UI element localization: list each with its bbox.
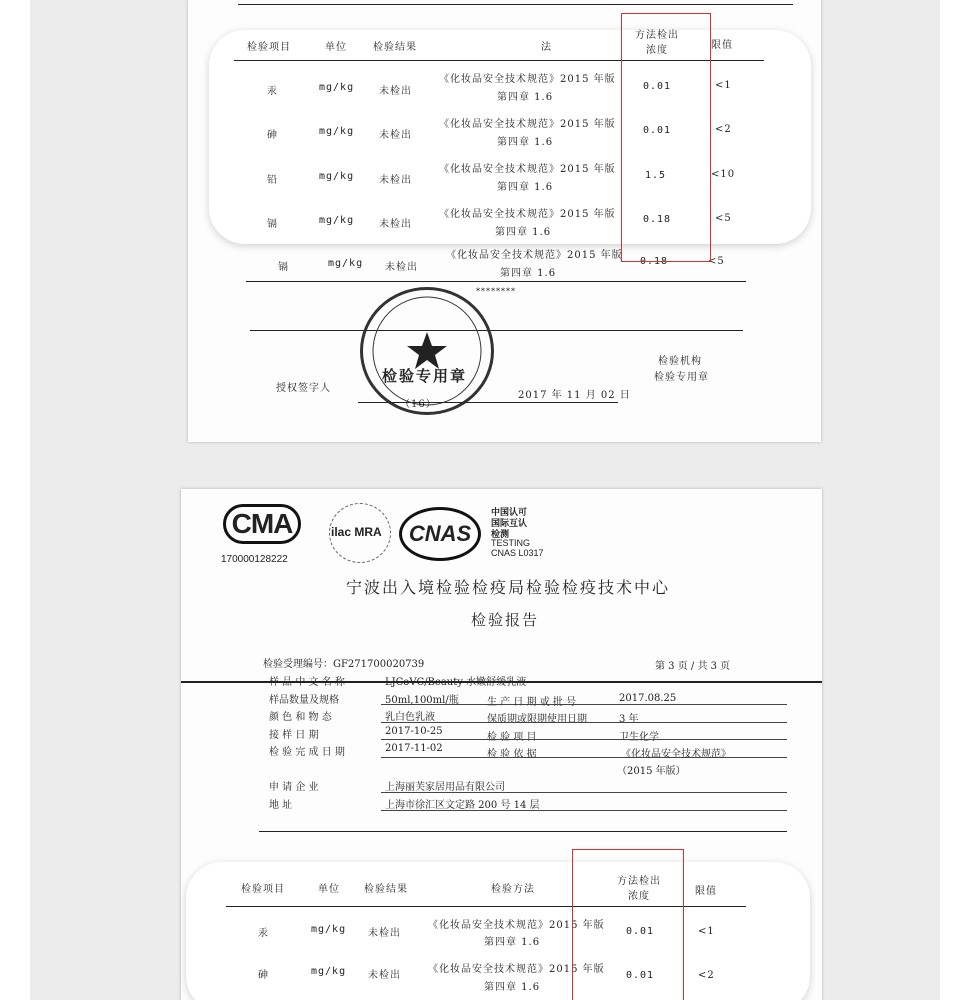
underlying-row-result: 未检出 bbox=[385, 262, 418, 273]
underlying-row-unit: mg/kg bbox=[328, 258, 364, 269]
field-label-basis: 检 验 依 据 bbox=[487, 749, 537, 760]
field-value-quantity: 50ml,100ml/瓶 bbox=[385, 695, 459, 706]
row-3-unit: mg/kg bbox=[319, 171, 355, 182]
header-item: 检验项目 bbox=[247, 42, 291, 53]
header-conc-2: 方法检出 浓度 bbox=[617, 876, 661, 902]
stars-line: ******** bbox=[476, 287, 516, 296]
header-method-tail: 法 bbox=[541, 42, 552, 53]
detection-concentration-highlight-2 bbox=[572, 849, 684, 1000]
row-2-unit-2: mg/kg bbox=[311, 966, 347, 977]
row-2-limit: <2 bbox=[715, 124, 732, 135]
row-2-method: 《化妆品安全技术规范》2015 年版 bbox=[439, 119, 616, 130]
row-4-limit: <5 bbox=[715, 213, 732, 224]
field-value-basis: 《化妆品安全技术规范》 bbox=[621, 749, 731, 760]
seal-script-text: 检验专用章 bbox=[382, 367, 468, 385]
row-1-result: 未检出 bbox=[379, 86, 412, 97]
field-value-receive-date: 2017-10-25 bbox=[385, 726, 443, 737]
underlying-row-method: 《化妆品安全技术规范》2015 年版 bbox=[446, 250, 623, 261]
underlying-row-item: 镉 bbox=[278, 262, 289, 273]
header-unit: 单位 bbox=[325, 42, 347, 53]
cnas-note-2: 国际互认 bbox=[491, 518, 528, 528]
row-4-item: 镉 bbox=[267, 219, 278, 230]
underlying-row-chapter: 第四章 1.6 bbox=[500, 268, 557, 279]
highlight-card-table-2 bbox=[186, 862, 810, 1000]
header-result-2: 检验结果 bbox=[364, 884, 408, 895]
row-2-result-2: 未检出 bbox=[368, 970, 401, 981]
cnas-logo: CNAS bbox=[399, 507, 481, 561]
report-date: 2017 年 11 月 02 日 bbox=[518, 390, 631, 401]
row-2-item-2: 砷 bbox=[258, 970, 269, 981]
highlight-card-table-1 bbox=[209, 30, 811, 244]
page-indicator: 第 3 页 / 共 3 页 bbox=[655, 661, 731, 672]
field-rule-5 bbox=[381, 792, 787, 793]
row-1-chapter: 第四章 1.6 bbox=[497, 92, 554, 103]
field-label-quantity: 样品数量及规格 bbox=[269, 695, 339, 706]
row-1-item: 汞 bbox=[267, 86, 278, 97]
field-value-complete-date: 2017-11-02 bbox=[385, 743, 443, 754]
row-2-limit-2: <2 bbox=[698, 970, 715, 981]
header-method-2: 检验方法 bbox=[491, 884, 535, 895]
row-1-conc: 0.01 bbox=[643, 81, 672, 92]
field-rule-4 bbox=[381, 757, 787, 758]
field-label-shelf-life: 保质期或限期使用日期 bbox=[487, 714, 587, 725]
row-1-result-2: 未检出 bbox=[368, 928, 401, 939]
field-value-shelf-life: 3 年 bbox=[619, 714, 639, 725]
field-rule-6 bbox=[381, 810, 787, 811]
header-item-2: 检验项目 bbox=[241, 884, 285, 895]
row-2-chapter-2: 第四章 1.6 bbox=[484, 982, 541, 993]
field-label-sample-name: 样 品 中 文 名 称 bbox=[269, 677, 345, 688]
row-3-result: 未检出 bbox=[379, 175, 412, 186]
seal-number: （16） bbox=[400, 399, 437, 410]
row-2-result: 未检出 bbox=[379, 130, 412, 141]
report-title: 宁波出入境检验检疫局检验检疫技术中心 bbox=[346, 578, 671, 597]
row-2-conc-2: 0.01 bbox=[626, 970, 655, 981]
field-value-sample-name: LJCoVC/Beauty 水嫩舒缓乳液 bbox=[385, 677, 527, 688]
page-left-margin bbox=[0, 0, 30, 1000]
row-1-method: 《化妆品安全技术规范》2015 年版 bbox=[439, 74, 616, 85]
detection-concentration-highlight-1 bbox=[621, 13, 711, 262]
field-rule-1 bbox=[381, 704, 787, 705]
row-1-method-2: 《化妆品安全技术规范》2015 年版 bbox=[428, 920, 605, 931]
row-3-conc: 1.5 bbox=[645, 170, 667, 181]
org-label-2: 检验专用章 bbox=[654, 372, 709, 383]
row-4-conc: 0.18 bbox=[643, 214, 672, 225]
cnas-note-4: TESTING bbox=[491, 538, 531, 548]
row-2-item: 砷 bbox=[267, 130, 278, 141]
field-rule-2 bbox=[381, 722, 787, 723]
row-1-conc-2: 0.01 bbox=[626, 926, 655, 937]
row-4-method: 《化妆品安全技术规范》2015 年版 bbox=[439, 209, 616, 220]
cma-number: 170000128222 bbox=[221, 554, 288, 565]
row-1-item-2: 汞 bbox=[258, 928, 269, 939]
cnas-note-1: 中国认可 bbox=[491, 507, 528, 517]
field-rule-3 bbox=[381, 739, 787, 740]
seal-star-icon bbox=[363, 290, 491, 412]
header-limit-2: 限值 bbox=[695, 886, 717, 897]
field-value-batch: 2017.08.25 bbox=[619, 693, 677, 704]
ilac-mra-text: ilac MRA bbox=[331, 525, 382, 539]
field-label-address: 地 址 bbox=[269, 800, 293, 811]
field-value-applicant: 上海丽芙家居用品有限公司 bbox=[385, 782, 505, 793]
row-3-method: 《化妆品安全技术规范》2015 年版 bbox=[439, 164, 616, 175]
field-label-test-item: 检 验 项 目 bbox=[487, 732, 537, 743]
row-2-unit: mg/kg bbox=[319, 126, 355, 137]
date-rule bbox=[358, 402, 618, 403]
field-value-color: 乳白色乳液 bbox=[385, 712, 435, 723]
row-2-chapter: 第四章 1.6 bbox=[497, 137, 554, 148]
header-conc: 方法检出 浓度 bbox=[635, 30, 679, 56]
cma-logo: CMA bbox=[223, 504, 301, 544]
row-1-limit-2: <1 bbox=[698, 926, 715, 937]
row-2-method-2: 《化妆品安全技术规范》2015 年版 bbox=[428, 964, 605, 975]
field-label-color: 颜 色 和 物 态 bbox=[269, 712, 332, 723]
field-value-basis-edition: （2015 年版） bbox=[617, 766, 686, 777]
header-limit: 限值 bbox=[711, 40, 733, 51]
table-bottom-rule bbox=[246, 281, 746, 282]
top-rule bbox=[238, 4, 793, 5]
underlying-row-limit: <5 bbox=[708, 256, 725, 267]
row-1-limit: <1 bbox=[715, 80, 732, 91]
underlying-row-conc: 0.18 bbox=[640, 256, 669, 267]
signature-rule bbox=[250, 330, 743, 331]
row-1-unit-2: mg/kg bbox=[311, 924, 347, 935]
row-1-chapter-2: 第四章 1.6 bbox=[484, 937, 541, 948]
org-label-1: 检验机构 bbox=[658, 356, 702, 367]
field-value-test-item: 卫生化学 bbox=[619, 732, 659, 743]
page-right-margin bbox=[940, 0, 970, 1000]
row-3-item: 铅 bbox=[267, 175, 278, 186]
field-value-address: 上海市徐汇区文定路 200 号 14 层 bbox=[385, 800, 540, 811]
row-4-result: 未检出 bbox=[379, 219, 412, 230]
accept-number: 检验受理编号：GF271700020739 bbox=[263, 659, 425, 670]
field-label-complete-date: 检 验 完 成 日 期 bbox=[269, 747, 345, 758]
row-3-chapter: 第四章 1.6 bbox=[497, 182, 554, 193]
field-label-applicant: 申 请 企 业 bbox=[269, 782, 319, 793]
report-subtitle: 检验报告 bbox=[471, 611, 540, 629]
info-bottom-rule bbox=[259, 831, 787, 832]
row-3-limit: <10 bbox=[711, 169, 736, 180]
field-label-receive-date: 接 样 日 期 bbox=[269, 730, 319, 741]
cnas-note-5: CNAS L0317 bbox=[491, 548, 544, 558]
row-2-conc: 0.01 bbox=[643, 125, 672, 136]
field-label-batch: 生 产 日 期 或 批 号 bbox=[487, 697, 577, 708]
cnas-note-3: 检测 bbox=[491, 529, 510, 539]
header-result: 检验结果 bbox=[373, 42, 417, 53]
row-4-unit: mg/kg bbox=[319, 215, 355, 226]
signer-label: 授权签字人 bbox=[276, 383, 331, 394]
row-1-unit: mg/kg bbox=[319, 82, 355, 93]
header-unit-2: 单位 bbox=[318, 884, 340, 895]
row-4-chapter: 第四章 1.6 bbox=[495, 227, 552, 238]
